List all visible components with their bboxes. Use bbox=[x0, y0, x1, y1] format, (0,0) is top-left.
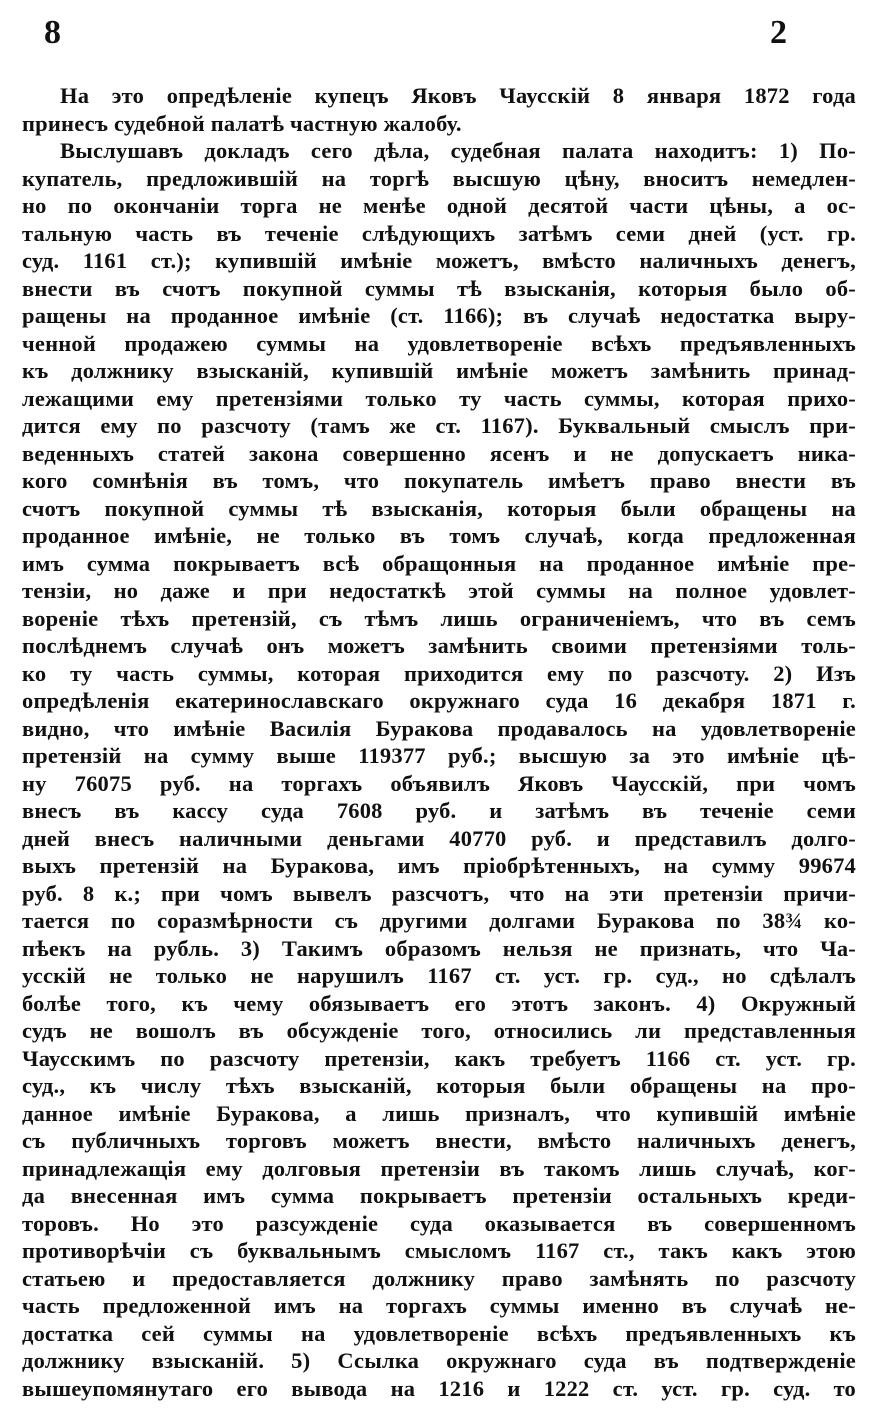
text-line: веденныхъ статей закона совершенно ясенъ и не допускаетъ ника- bbox=[22, 440, 856, 466]
text-line: данное имѣніе Буракова, а лишь призналъ, что купившій имѣніе bbox=[22, 1100, 856, 1126]
text-line: принесъ судебной палатѣ частную жалобу. bbox=[22, 110, 462, 136]
text-line: но по окончаніи торга не менѣе одной десятой части цѣны, а ос- bbox=[22, 193, 856, 218]
text-line: ко ту часть суммы, которая приходится ему по разсчоту. 2) Изъ bbox=[22, 660, 856, 686]
text-line: дней внесъ наличными деньгами 40770 руб. и представилъ долго- bbox=[22, 825, 856, 851]
text-line: претензій на сумму выше 119377 руб.; высшую за это имѣніе цѣ- bbox=[22, 743, 856, 768]
text-line: суд., къ числу тѣхъ взысканій, которыя были обращены на про- bbox=[22, 1073, 856, 1098]
page-number-right: 2 bbox=[770, 14, 787, 51]
text-line: часть предложенной имъ на торгахъ суммы именно въ случаѣ не- bbox=[22, 1293, 856, 1318]
text-line: выхъ претензій на Буракова, имъ пріобрѣтенныхъ, на сумму 99674 bbox=[22, 853, 856, 878]
text-line: вышеупомянутаго его вывода на 1216 и 1222 ст. уст. гр. суд. то bbox=[22, 1375, 856, 1401]
text-line: послѣднемъ случаѣ онъ можетъ замѣнить своими претензіями толь- bbox=[22, 633, 856, 658]
text-line: противорѣчіи съ буквальнымъ смысломъ 1167 ст., такъ какъ этою bbox=[22, 1238, 856, 1263]
text-line: должнику взысканій. 5) Ссылка окружнаго суда въ подтвержденіе bbox=[22, 1348, 856, 1373]
text-line: да внесенная имъ сумма покрываетъ претензіи остальныхъ креди- bbox=[22, 1183, 856, 1208]
text-line: внесъ въ кассу суда 7608 руб. и затѣмъ въ теченіе семи bbox=[22, 798, 856, 823]
text-line: торовъ. Но это разсужденіе суда оказывается въ совершенномъ bbox=[22, 1210, 856, 1236]
text-line: проданное имѣніе, не только въ томъ случаѣ, когда предложенная bbox=[22, 523, 856, 548]
text-line: вореніе тѣхъ претензій, съ тѣмъ лишь ограниченіемъ, что въ семъ bbox=[22, 605, 856, 631]
text-line: суд. 1161 ст.); купившій имѣніе можетъ, вмѣсто наличныхъ денегъ, bbox=[22, 248, 856, 273]
text-line: опредѣленія екатеринославскаго окружнаго суда 16 декабря 1871 г. bbox=[22, 688, 856, 713]
text-line: лежащими ему претензіями только ту часть суммы, которая прихо- bbox=[22, 385, 856, 411]
text-line: судъ не вошолъ въ обсужденіе того, относились ли представленныя bbox=[22, 1018, 856, 1043]
text-line: статьею и предоставляется должнику право замѣнять по разсчоту bbox=[22, 1265, 856, 1291]
text-line: тальную часть въ теченіе слѣдующихъ затѣмъ семи дней (уст. гр. bbox=[22, 220, 856, 246]
text-line: купатель, предложившій на торгѣ высшую цѣну, вноситъ немедлен- bbox=[22, 165, 856, 191]
text-line: тается по соразмѣрности съ другими долгами Буракова по 38¾ ко- bbox=[22, 908, 856, 933]
text-line: Выслушавъ докладъ сего дѣла, судебная палата находитъ: 1) По- bbox=[60, 138, 856, 163]
text-line: достатка сей суммы на удовлетвореніе всѣхъ предъявленныхъ къ bbox=[22, 1320, 856, 1346]
text-line: ченной продажею суммы на удовлетвореніе всѣхъ предъявленныхъ bbox=[22, 330, 856, 356]
text-line: видно, что имѣніе Василія Буракова продавалось на удовлетвореніе bbox=[22, 715, 856, 741]
text-line: Чаусскимъ по разсчоту претензіи, какъ требуетъ 1166 ст. уст. гр. bbox=[22, 1045, 856, 1071]
text-line: дится ему по разсчоту (тамъ же ст. 1167). Буквальный смыслъ при- bbox=[22, 413, 856, 438]
text-line: счотъ покупной суммы тѣ взысканія, которыя были обращены на bbox=[22, 495, 856, 521]
text-line: кого сомнѣнія въ томъ, что покупатель имѣетъ право внести въ bbox=[22, 468, 856, 493]
text-line: имъ сумма покрываетъ всѣ обращонныя на проданное имѣніе пре- bbox=[22, 550, 856, 576]
text-line: руб. 8 к.; при чомъ вывелъ разсчотъ, что на эти претензіи причи- bbox=[22, 880, 856, 906]
text-line: усскій не только не нарушилъ 1167 ст. уст. гр. суд., но сдѣлалъ bbox=[22, 963, 856, 988]
body-text bbox=[22, 82, 856, 1402]
text-line: принадлежащія ему долговыя претензіи въ такомъ лишь случаѣ, ког- bbox=[22, 1155, 856, 1181]
text-line: внести въ счотъ покупной суммы тѣ взысканія, которыя было об- bbox=[22, 275, 856, 301]
text-line: тензіи, но даже и при недостаткѣ этой суммы на полное удовлет- bbox=[22, 578, 856, 603]
text-line: съ публичныхъ торговъ можетъ внести, вмѣсто наличныхъ денегъ, bbox=[22, 1128, 856, 1153]
text-line: ращены на проданное имѣніе (ст. 1166); въ случаѣ недостатка выру- bbox=[22, 303, 856, 328]
page-number-left: 8 bbox=[44, 14, 61, 51]
text-line: болѣе того, къ чему обязываетъ его этотъ законъ. 4) Окружный bbox=[22, 990, 856, 1016]
text-line: къ должнику взысканій, купившій имѣніе можетъ замѣнить принад- bbox=[22, 358, 856, 383]
text-line: На это опредѣленіе купецъ Яковъ Чаусскій 8 января 1872 года bbox=[60, 83, 856, 108]
text-line: ну 76075 руб. на торгахъ объявилъ Яковъ Чаусскій, при чомъ bbox=[22, 770, 856, 796]
text-line: пѣекъ на рубль. 3) Такимъ образомъ нельзя не признать, что Ча- bbox=[22, 935, 856, 961]
